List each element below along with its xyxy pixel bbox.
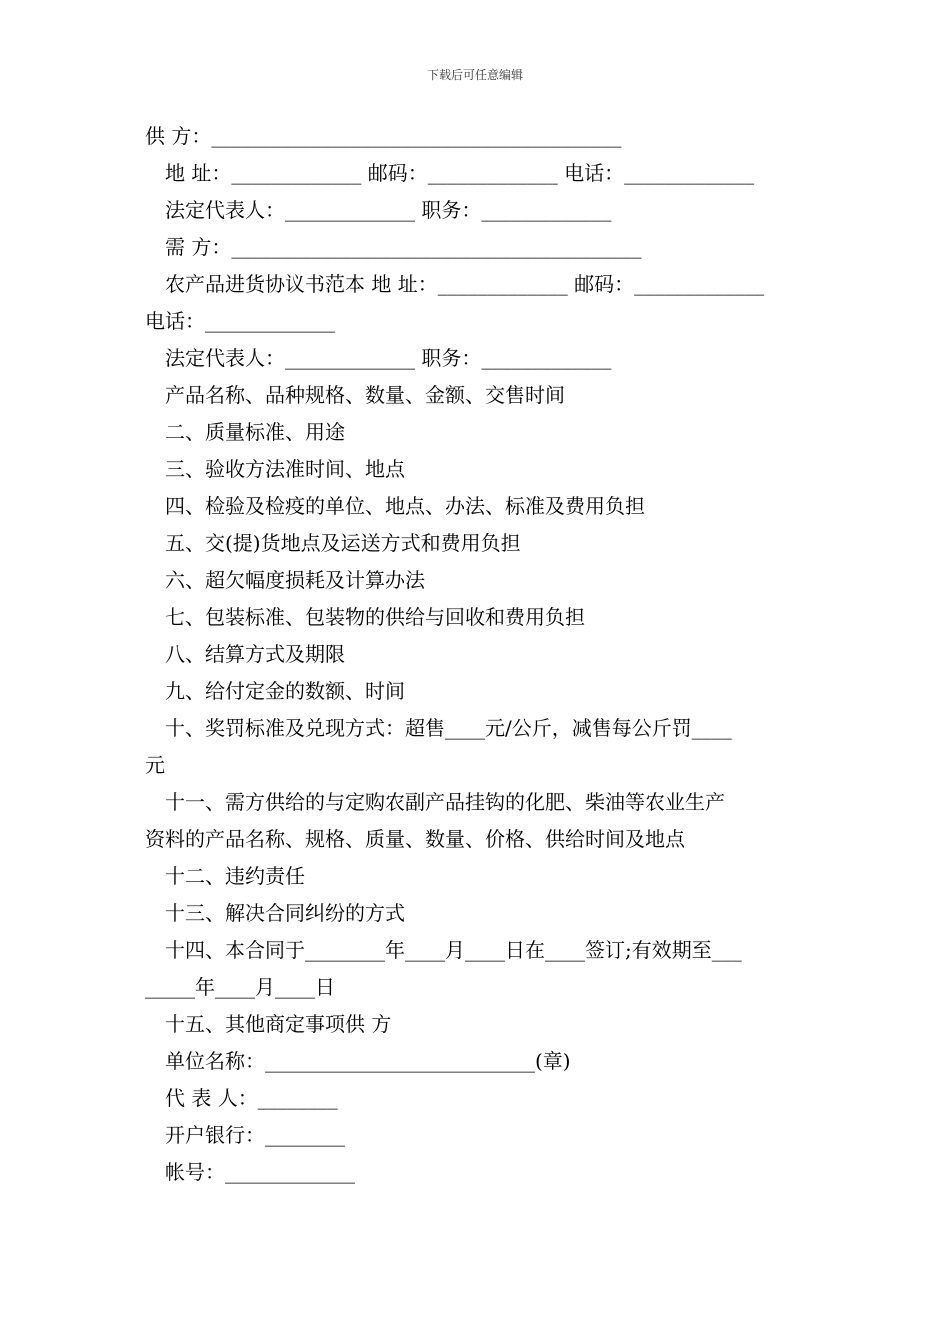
contract-line: 需 方：_________________________________________ (165, 235, 642, 259)
contract-line: 五、交(提)货地点及运送方式和费用负担 (165, 531, 521, 555)
contract-line: 九、给付定金的数额、时间 (165, 679, 405, 703)
contract-line: 地 址：_____________ 邮码：_____________ 电话：_____________ (165, 161, 755, 185)
contract-line: 农产品进货协议书范本 地 址：_____________ 邮码：_____________ (165, 272, 765, 296)
contract-line: 十三、解决合同纠纷的方式 (165, 901, 405, 925)
contract-line: 二、质量标准、用途 (165, 420, 345, 444)
contract-line: 资料的产品名称、规格、质量、数量、价格、供给时间及地点 (145, 827, 685, 851)
contract-line: 电话：_____________ (145, 309, 335, 333)
contract-line: 开户银行：________ (165, 1123, 345, 1147)
contract-line: 帐号：_____________ (165, 1160, 355, 1184)
contract-line: 七、包装标准、包装物的供给与回收和费用负担 (165, 605, 585, 629)
contract-line: 供 方：_________________________________________ (145, 124, 622, 148)
contract-body (145, 118, 810, 1191)
contract-line: 元 (145, 753, 165, 777)
contract-line: 法定代表人：_____________ 职务：_____________ (165, 198, 612, 222)
contract-line: 产品名称、品种规格、数量、金额、交售时间 (165, 383, 565, 407)
contract-line: 十、奖罚标准及兑现方式：超售____元/公斤，减售每公斤罚____ (165, 716, 732, 740)
contract-line: 三、验收方法准时间、地点 (165, 457, 405, 481)
contract-line: 代 表 人：________ (165, 1086, 338, 1110)
contract-line: 八、结算方式及期限 (165, 642, 345, 666)
contract-line: _____年____月____日 (145, 975, 335, 999)
page-header-note: 下载后可任意编辑 (426, 68, 523, 82)
contract-line: 十一、需方供给的与定购农副产品挂钩的化肥、柴油等农业生产 (165, 790, 725, 814)
contract-line: 十二、违约责任 (165, 864, 305, 888)
contract-line: 十五、其他商定事项供 方 (165, 1012, 392, 1036)
contract-line: 单位名称：___________________________(章) (165, 1049, 571, 1073)
contract-line: 十四、本合同于________年____月____日在____签订;有效期至___ (165, 938, 742, 962)
contract-line: 四、检验及检疫的单位、地点、办法、标准及费用负担 (165, 494, 645, 518)
contract-line: 法定代表人：_____________ 职务：_____________ (165, 346, 612, 370)
contract-line: 六、超欠幅度损耗及计算办法 (165, 568, 425, 592)
